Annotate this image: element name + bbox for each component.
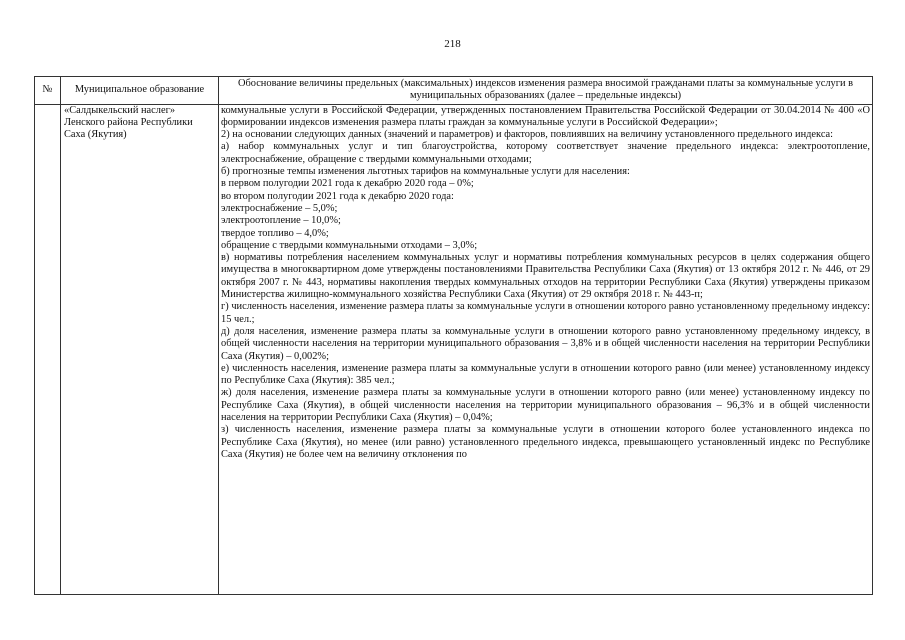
justification-paragraphs: [221, 105, 870, 594]
justification-paragraph: ж) доля населения, изменение размера платы за коммунальные услуги в отношении которого равно (или менее) установленному индексу по Республике Саха (Якутия), в общей численности населения на территории муниципального образования – 96,3% и в общей численности населения на территории Республики Саха (Якутия) – 0,04%;: [221, 387, 870, 424]
justification-paragraph: з) численность населения, изменение размера платы за коммунальные услуги в отношении которого более установленного индекса по Республике Саха (Якутия), но менее (или равно) установленного предельного индекса, превышающего установленный индекс по Республике Саха (Якутия) не более чем на величину отклонения по: [221, 424, 870, 460]
justification-paragraph: в первом полугодии 2021 года к декабрю 2020 года – 0%;: [221, 178, 474, 190]
row-number: [35, 104, 61, 594]
justification-paragraph: электроотопление – 10,0%;: [221, 215, 341, 227]
table-row: [35, 104, 873, 594]
header-municipality: Муниципальное образование: [61, 77, 219, 105]
justification-paragraph: б) прогнозные темпы изменения льготных тарифов на коммунальные услуги для населения:: [221, 166, 630, 178]
justification-paragraph: обращение с твердыми коммунальными отходами – 3,0%;: [221, 239, 478, 251]
justification-paragraph: а) набор коммунальных услуг и тип благоустройства, которому соответствует значение предельного индекса: электроотопление, электроснабжение, обращение с твердыми коммунальными отходами;: [221, 141, 870, 165]
justification-paragraph: твердое топливо – 4,0%;: [221, 227, 329, 239]
municipality-name: «Салдыкельский наслег» Ленского района Республики Саха (Якутия): [61, 104, 219, 594]
justification-paragraph: е) численность населения, изменение размера платы за коммунальные услуги в отношении которого равно (или менее) установленному индексу по Республике Саха (Якутия): 385 чел.;: [221, 362, 870, 387]
justification-paragraph: во втором полугодии 2021 года к декабрю 2020 года:: [221, 190, 454, 202]
justification-paragraph: в) нормативы потребления населением коммунальных услуг и нормативы потребления коммунальных ресурсов в целях содержания общего имущества в многоквартирном доме утверждены постановлениями Правительства Республики Саха (Якутия) от 13 октября 2012 г. № 446, от 29 октября 2007 г. № 443, нормативы накопления твердых коммунальных отходов на территории Республики Саха (Якутия) утверждены приказом Министерства жилищно-коммунального хозяйства Республики Саха (Якутия) от 29 октября 2018 г. № 443-п;: [221, 252, 870, 301]
justification-paragraph: 2) на основании следующих данных (значений и параметров) и факторов, повлиявших на величину установленного предельного индекса:: [221, 129, 834, 141]
justification-paragraph: г) численность населения, изменение размера платы за коммунальные услуги в отношении которого равно установленному предельному индексу: 15 чел.;: [221, 301, 870, 325]
justification-text: [219, 104, 873, 594]
header-justification: Обоснование величины предельных (максимальных) индексов изменения размера вносимой гражданами платы за коммунальные услуги в муниципальных образованиях (далее – предельные индексы): [219, 77, 873, 105]
page-number: 218: [444, 38, 461, 50]
justification-paragraph: д) доля населения, изменение размера платы за коммунальные услуги в отношении которого равно установленному предельному индексу, в общей численности населения на территории муниципального образования – 3,8% и в общей численности населения на территории Республики Саха (Якутия) – 0,002%;: [221, 325, 870, 362]
table-header-row: [35, 77, 873, 105]
justification-paragraph: коммунальные услуги в Российской Федерации, утвержденных постановлением Правительства Российской Федерации от 30.04.2014 № 400 «О формировании индексов изменения размера платы граждан за коммунальные услуги в Российской Федерации»;: [221, 104, 870, 128]
header-number: №: [35, 77, 61, 105]
justification-paragraph: электроснабжение – 5,0%;: [221, 202, 338, 214]
index-justification-table: [34, 76, 873, 595]
